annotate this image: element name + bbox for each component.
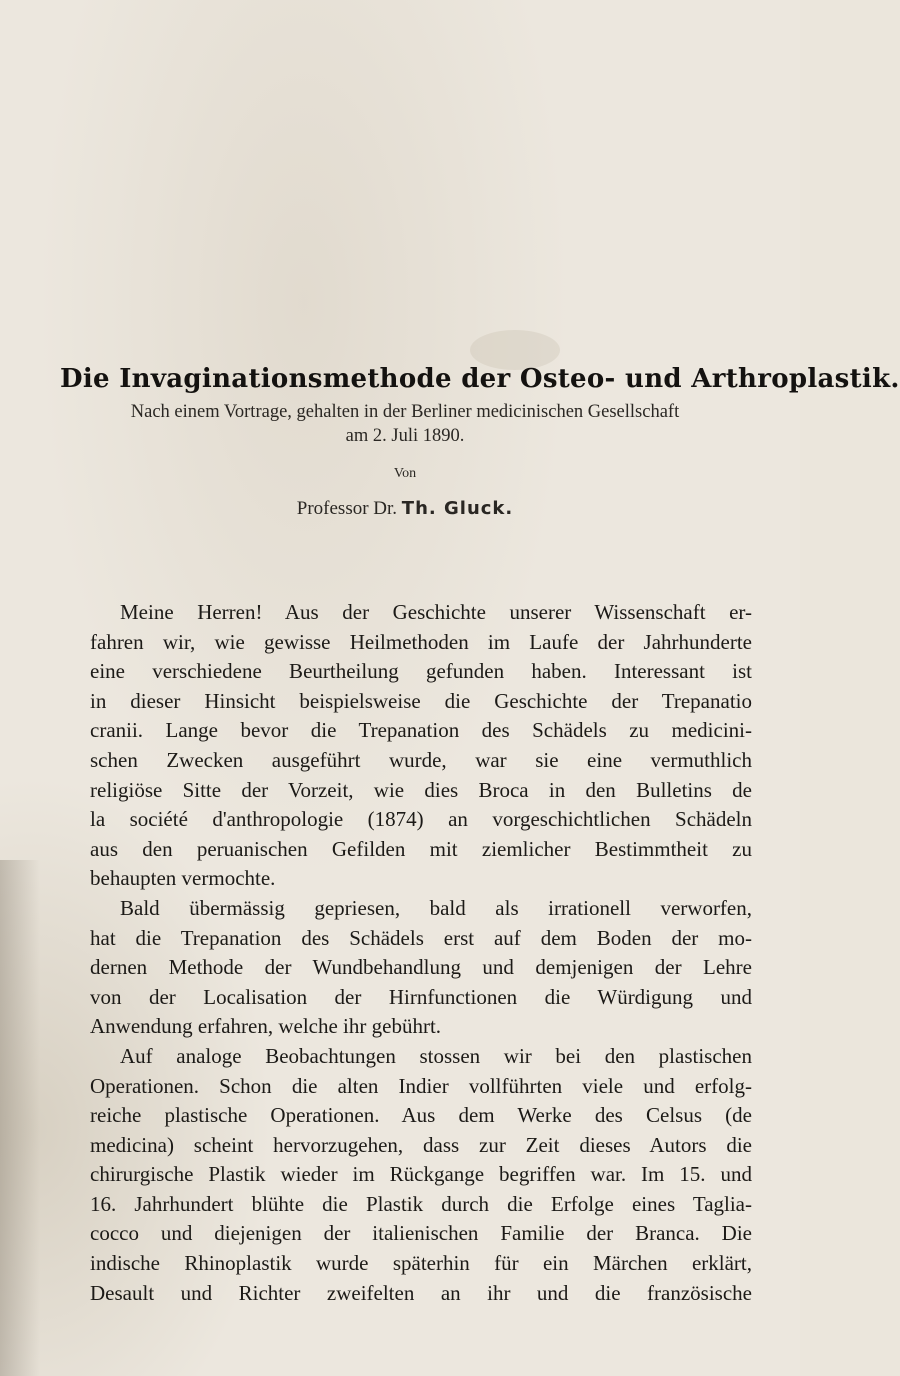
article-header <box>60 364 900 520</box>
text-line: Bald übermässig gepriesen, bald als irrationell verworfen, <box>120 895 752 920</box>
text-line: Desault und Richter zweifelten an ihr und die französische <box>90 1280 752 1305</box>
text-line: von der Localisation der Hirnfunctionen die Würdigung und <box>90 984 752 1009</box>
author <box>60 498 750 520</box>
text-line: eine verschiedene Beurtheilung gefunden haben. Interessant ist <box>90 659 752 684</box>
author-prefix: Professor Dr. <box>296 498 398 519</box>
text-line: 16. Jahrhundert blühte die Plastik durch die Erfolge eines Taglia- <box>90 1191 752 1216</box>
text-line: Operationen. Schon die alten Indier vollführten viele und erfolg- <box>90 1073 752 1098</box>
text-line: religiöse Sitte der Vorzeit, wie dies Broca in den Bulletins de <box>90 777 752 802</box>
subtitle-line-1: Nach einem Vortrage, gehalten in der Berliner medicinischen Gesellschaft <box>130 402 680 422</box>
paragraph-3 <box>60 1042 752 1308</box>
article-body <box>60 598 752 1308</box>
text-line: fahren wir, wie gewisse Heilmethoden im Laufe der Jahrhunderte <box>90 629 752 654</box>
text-line: Auf analoge Beobachtungen stossen wir bei den plastischen <box>120 1043 752 1068</box>
subtitle-line-2: am 2. Juli 1890. <box>345 426 465 446</box>
author-name: Th. Gluck. <box>401 498 514 519</box>
page-edge-shadow <box>0 860 40 1376</box>
text-line: indische Rhinoplastik wurde späterhin für ein Märchen erklärt, <box>90 1251 752 1276</box>
paragraph-2 <box>60 894 752 1042</box>
paragraph-1 <box>60 598 752 894</box>
text-line: in dieser Hinsicht beispielsweise die Geschichte der Trepanatio <box>90 688 752 713</box>
text-line: behaupten vermochte. <box>90 866 276 891</box>
text-line: aus den peruanischen Gefilden mit ziemlicher Bestimmtheit zu <box>90 836 752 861</box>
by-line: Von <box>393 466 417 481</box>
article-subtitle <box>60 400 750 448</box>
text-line: dernen Methode der Wundbehandlung und demjenigen der Lehre <box>90 955 752 980</box>
text-line: la société d'anthropologie (1874) an vorgeschichtlichen Schädeln <box>90 807 752 832</box>
text-line: Meine Herren! Aus der Geschichte unserer Wissenschaft er- <box>120 600 752 624</box>
text-line: cranii. Lange bevor die Trepanation des Schädels zu medicini- <box>90 718 752 743</box>
text-line: hat die Trepanation des Schädels erst auf dem Boden der mo- <box>90 925 752 950</box>
text-line: medicina) scheint hervorzugehen, dass zur Zeit dieses Autors die <box>90 1132 752 1157</box>
text-line: cocco und diejenigen der italienischen Familie der Branca. Die <box>90 1221 752 1246</box>
text-line: schen Zwecken ausgeführt wurde, war sie eine vermuthlich <box>90 747 752 772</box>
text-line: Anwendung erfahren, welche ihr gebührt. <box>90 1014 442 1039</box>
article-title: Die Invaginationsmethode der Osteo- und Arthroplastik. <box>60 364 900 394</box>
text-line: chirurgische Plastik wieder im Rückgange begriffen war. Im 15. und <box>90 1162 752 1187</box>
text-line: reiche plastische Operationen. Aus dem Werke des Celsus (de <box>90 1103 752 1128</box>
